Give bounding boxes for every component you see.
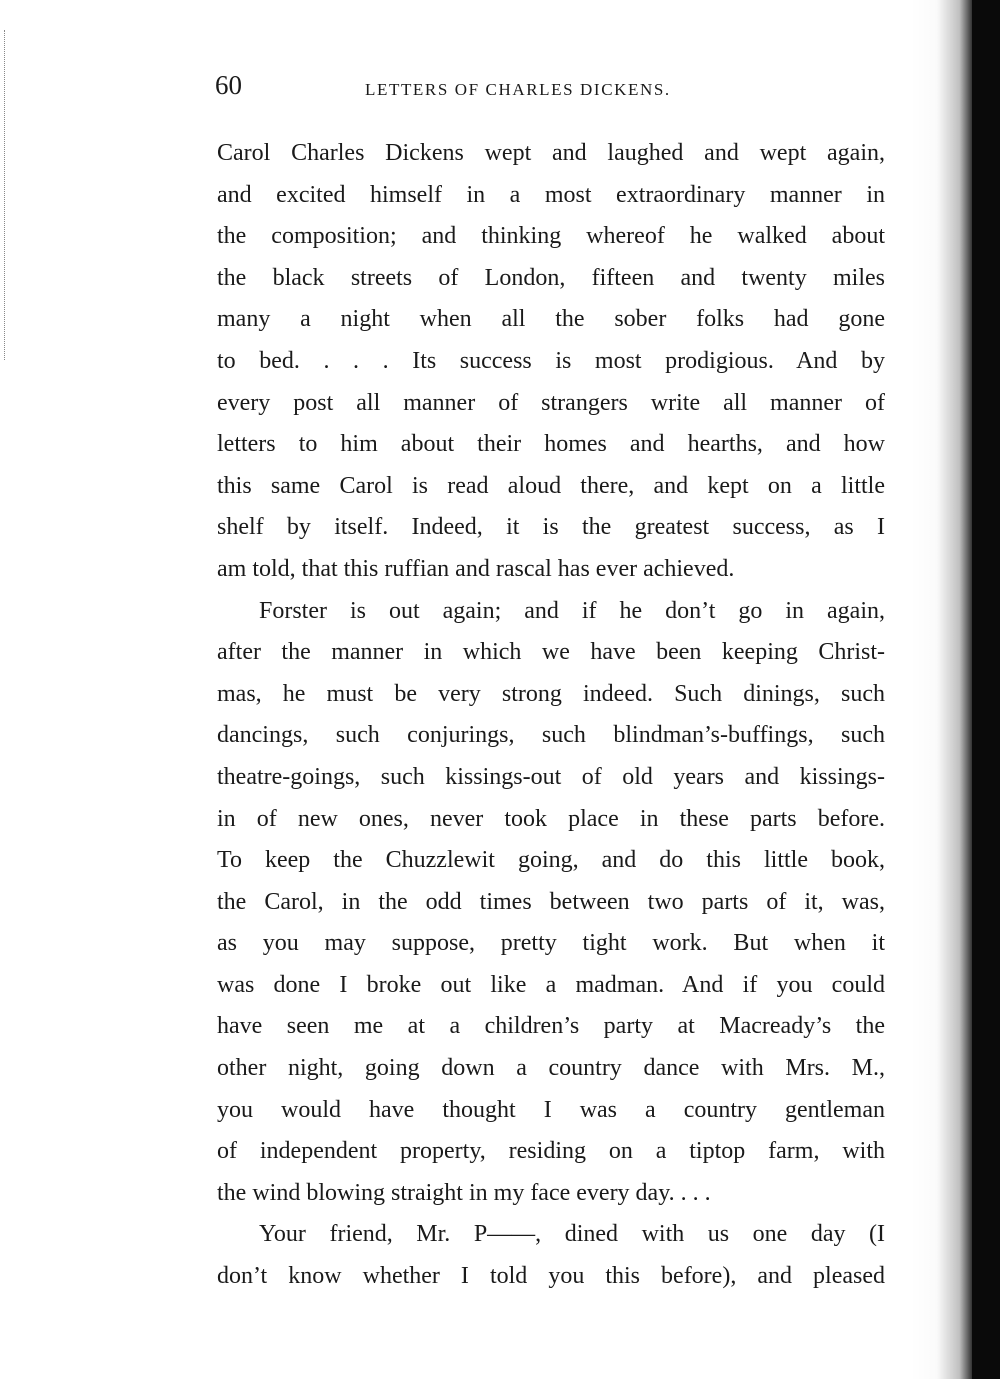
text-line: in of new ones, never took place in these parts before. bbox=[217, 805, 885, 832]
scan-edge-marks bbox=[4, 30, 11, 360]
text-line: Your friend, Mr. P——, dined with us one day (I bbox=[259, 1221, 885, 1248]
text-line: of independent property, residing on a tiptop farm, with bbox=[217, 1138, 885, 1165]
text-line: don’t know whether I told you this before), and pleased bbox=[217, 1263, 885, 1290]
text-line: you would have thought I was a country gentleman bbox=[217, 1096, 885, 1123]
text-line: dancings, such conjurings, such blindman’s-buffings, such bbox=[217, 722, 885, 749]
text-line: the wind blowing straight in my face every day. . . . bbox=[217, 1179, 711, 1206]
text-line: other night, going down a country dance with Mrs. M., bbox=[217, 1055, 885, 1082]
text-line: this same Carol is read aloud there, and kept on a little bbox=[217, 472, 885, 499]
text-line: Carol Charles Dickens wept and laughed and wept again, bbox=[217, 140, 885, 166]
text-line: the Carol, in the odd times between two parts of it, was, bbox=[217, 888, 885, 915]
text-line: many a night when all the sober folks had gone bbox=[217, 306, 885, 333]
text-line: to bed. . . . Its success is most prodigious. And by bbox=[217, 347, 885, 374]
text-line: the black streets of London, fifteen and twenty miles bbox=[217, 264, 885, 291]
binding-edge bbox=[972, 0, 1000, 1379]
body-text bbox=[217, 133, 885, 1298]
text-line: mas, he must be very strong indeed. Such dinings, such bbox=[217, 680, 885, 707]
text-line: was done I broke out like a madman. And if you could bbox=[217, 971, 885, 998]
text-line: am told, that this ruffian and rascal has ever achieved. bbox=[217, 555, 735, 582]
text-line: every post all manner of strangers write all manner of bbox=[217, 389, 885, 416]
page-number: 60 bbox=[215, 70, 242, 100]
text-line: as you may suppose, pretty tight work. But when it bbox=[217, 930, 885, 957]
text-line: after the manner in which we have been keeping Christ- bbox=[217, 639, 885, 666]
text-line: and excited himself in a most extraordinary manner in bbox=[217, 181, 885, 208]
text-line: Forster is out again; and if he don’t go in again, bbox=[259, 597, 885, 624]
page-header bbox=[215, 70, 885, 106]
text-line: To keep the Chuzzlewit going, and do this little book, bbox=[217, 847, 885, 874]
text-line: shelf by itself. Indeed, it is the greatest success, as I bbox=[217, 514, 885, 541]
running-head: LETTERS OF CHARLES DICKENS. bbox=[365, 80, 671, 99]
text-line: theatre-goings, such kissings-out of old years and kissings- bbox=[217, 763, 885, 790]
text-line: letters to him about their homes and hearths, and how bbox=[217, 431, 885, 458]
text-line: have seen me at a children’s party at Macready’s the bbox=[217, 1013, 885, 1040]
text-line: the composition; and thinking whereof he walked about bbox=[217, 223, 885, 250]
